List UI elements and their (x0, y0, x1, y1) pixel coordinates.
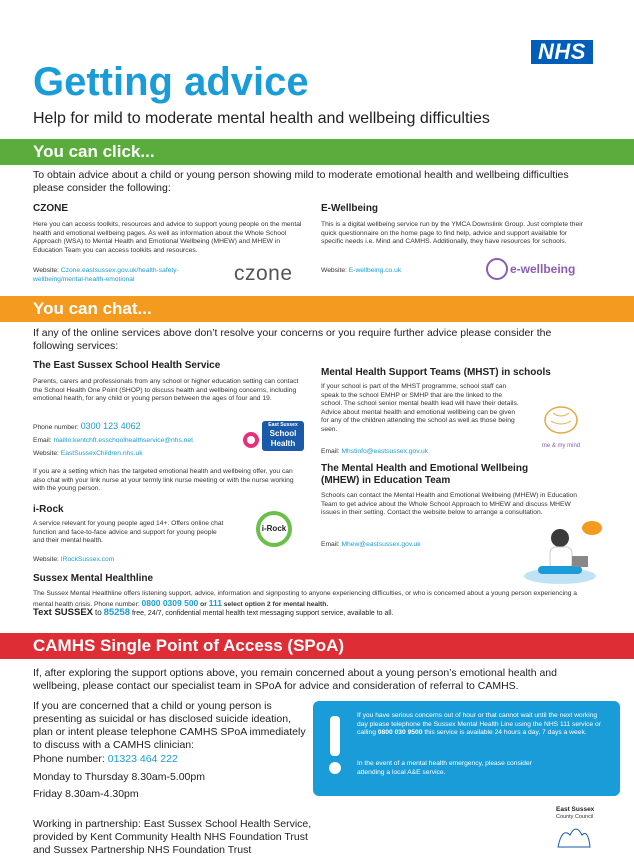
ewellbeing-face-icon (486, 258, 508, 280)
irock-website-label: Website: (33, 556, 59, 563)
nhs-logo: NHS (531, 40, 593, 64)
urgent-help-text1b: this service is available 24 hours a day, 7 days a week. (424, 729, 587, 737)
sussex-mh-phone1[interactable]: 0800 0309 500 (141, 597, 199, 608)
mhst-email-label: Email: (321, 448, 340, 455)
school-health-extra: If you are a setting which has the targeted emotional health and wellbeing offer, you can also chat with your link nurse at your termly link nurse meeting or with the nurse working with the young person. (33, 468, 294, 493)
school-health-email-label: Email: (33, 437, 52, 444)
exclamation-icon (323, 712, 347, 778)
ewellbeing-website-label: Website: (321, 267, 347, 274)
ewellbeing-body: This is a digital wellbeing service run by the YMCA Downslink Group. Just complete their quick questionnaire on the home page to find help, advice and support available for specific needs i.e. Mind and CAMHS. Additionally, they have resources for schools. (321, 221, 583, 246)
sussex-mh-or: or (200, 600, 207, 608)
girl-with-laptop-illustration (520, 520, 610, 586)
sussex-mh-text-number[interactable]: 85258 (103, 607, 131, 618)
mhew-email (321, 541, 421, 550)
ewellbeing-website-link[interactable]: E-wellbeing.co.uk (348, 267, 402, 274)
school-health-logo-line2: School (269, 429, 297, 438)
school-health-website-link[interactable]: EastSussexChildren.nhs.uk (60, 450, 143, 457)
page-subtitle: Help for mild to moderate mental health and wellbeing difficulties (33, 110, 490, 127)
urgent-help-text (357, 712, 609, 738)
me-and-my-mind-text: me & my mind (541, 443, 581, 449)
irock-logo: i-Rock (256, 511, 292, 547)
ewellbeing-heading: E-Wellbeing (321, 203, 379, 214)
east-sussex-logo-line2: County Council (556, 814, 594, 820)
ewellbeing-logo (486, 258, 575, 280)
school-health-phone-number[interactable]: 0300 123 4062 (80, 421, 141, 431)
school-health-phone (33, 422, 141, 433)
urgent-help-number[interactable]: 0800 030 9500 (377, 729, 423, 737)
czone-website-link[interactable]: Czone.eastsussex.gov.uk/health-safety-wellbeing/mental-health-emotional (33, 267, 179, 283)
urgent-help-text1: If you have serious concerns out of hour or that cannot wait until the next working day please telephone the Sussex Mental Health Line using the NHS 111 service or calling (357, 712, 601, 737)
me-and-my-mind-logo (525, 405, 597, 447)
chat-intro: If any of the online services above don’t resolve your concerns or you require further advice please consider the following services: (33, 327, 552, 352)
czone-body: Here you can access toolkits, resources and advice to support young people on the mental health and emotional wellbeing pages. As well as information about the Whole School Approach (WSA) to Mental Health and Emotional Wellbeing (MHEW) and MHEW in Education Team you can access toolkits and resources. (33, 221, 302, 254)
sussex-mh-option: select option 2 for mental health. (223, 600, 329, 608)
mhst-body: If your school is part of the MHST programme, school staff can speak to the school EMHP or SMHP that are the linked to the school. The school senior mental health lead will have their details. Advice about mental health and emotional wellbeing can be given for any of the children attending the school as well as those being seen. (321, 383, 519, 433)
irock-website (33, 556, 114, 565)
sussex-mh-text-line (33, 608, 613, 619)
school-health-phone-label: Phone number: (33, 424, 79, 431)
school-health-body: Parents, carers and professionals from any school or higher education setting can contact the School Health One Point (SHOP) to discuss health and wellbeing concerns, including emotional health, for any child or young person between the ages of four and 19. (33, 378, 299, 403)
czone-logo: czone (234, 262, 293, 285)
camhs-hours-friday: Friday 8.30am-4.30pm (33, 788, 139, 800)
ewellbeing-logo-text: e-wellbeing (510, 262, 576, 276)
east-sussex-logo-line1: East Sussex (556, 806, 595, 813)
click-section-band: You can click... (0, 139, 634, 165)
sussex-mh-heading: Sussex Mental Healthline (33, 573, 154, 584)
camhs-hours-weekday: Monday to Thursday 8.30am-5.00pm (33, 771, 205, 783)
czone-website (33, 267, 213, 284)
mhew-heading: The Mental Health and Emotional Wellbeing (MHEW) in Education Team (321, 463, 529, 486)
school-health-logo (242, 418, 306, 452)
school-health-email (33, 437, 193, 446)
camhs-phone (33, 753, 178, 766)
school-health-email-link[interactable]: mailto:kentchft.esschoolhealthservice@nhs.net (53, 437, 193, 444)
emergency-text: In the event of a mental health emergency, please consider attending a local A&E service. (357, 760, 532, 776)
school-health-logo-line1: East Sussex (268, 422, 298, 428)
east-sussex-logo (556, 806, 594, 854)
mhst-heading: Mental Health Support Teams (MHST) in schools (321, 367, 551, 378)
irock-website-link[interactable]: IRockSussex.com (60, 556, 115, 563)
camhs-section-band: CAMHS Single Point of Access (SPoA) (0, 633, 634, 659)
click-intro: To obtain advice about a child or young person showing mild to moderate emotional health and wellbeing difficulties please consider the following: (33, 169, 569, 194)
mhst-email-link[interactable]: Mhstinfo@eastsussex.gov.uk (341, 448, 429, 455)
school-health-website-label: Website: (33, 450, 59, 457)
ewellbeing-website (321, 267, 401, 276)
school-health-heading: The East Sussex School Health Service (33, 360, 221, 371)
irock-body: A service relevant for young people aged 14+. Offers online chat function and face-to-face advice and support for young people and their mental health. (33, 520, 224, 545)
mhew-body: Schools can contact the Mental Health and Emotional Wellbeing (MHEW) in Education Team to get advice about the Whole School Approach to MHEW and discuss MHEW issues in their setting. Contact the website below to arrange a consultation. (321, 492, 577, 517)
school-health-website (33, 450, 143, 459)
camhs-intro: If, after exploring the support options above, you remain concerned about a young person’s emotional health and wellbeing, please contact our specialist team in SPoA for advice and consideration of referral to CAMHS. (33, 667, 557, 692)
east-sussex-crest-icon (556, 821, 592, 849)
partnership-note: Working in partnership: East Sussex School Health Service, provided by Kent Community Health NHS Foundation Trust and Sussex Partnership NHS Foundation Trust (33, 818, 312, 856)
czone-heading: CZONE (33, 203, 68, 214)
chat-section-band: You can chat... (0, 296, 634, 322)
sussex-mh-text-rest: free, 24/7, confidential mental health text messaging support service, available to all. (131, 610, 394, 617)
camhs-phone-number[interactable]: 01323 464 222 (107, 753, 178, 765)
brain-icon (525, 405, 597, 437)
camhs-concern: If you are concerned that a child or young person is presenting as suicidal or has disclosed suicide ideation, plan or intent please telephone CAMHS SPoA immediately to discuss with a CAMHS clinician: (33, 700, 306, 751)
czone-website-label: Website: (33, 267, 59, 274)
mhew-email-link[interactable]: Mhew@eastsussex.gov.uk (341, 541, 421, 548)
sussex-mh-body-text: The Sussex Mental Healthline offers listening support, advice, information and signposting to anyone experiencing difficulties, or who is concerned about a young person experiencing a mental health crisis. Phone number: (33, 590, 577, 608)
irock-heading: i-Rock (33, 504, 64, 515)
mhew-email-label: Email: (321, 541, 340, 548)
sussex-mh-to: to (94, 608, 102, 617)
school-health-logo-line3: Health (270, 439, 296, 448)
mhst-email (321, 448, 428, 457)
page-title: Getting advice (33, 60, 309, 104)
sussex-mh-phone2[interactable]: 111 (208, 597, 222, 608)
sussex-mh-text-label: Text SUSSEX (33, 607, 94, 618)
camhs-phone-label: Phone number: (33, 753, 105, 765)
